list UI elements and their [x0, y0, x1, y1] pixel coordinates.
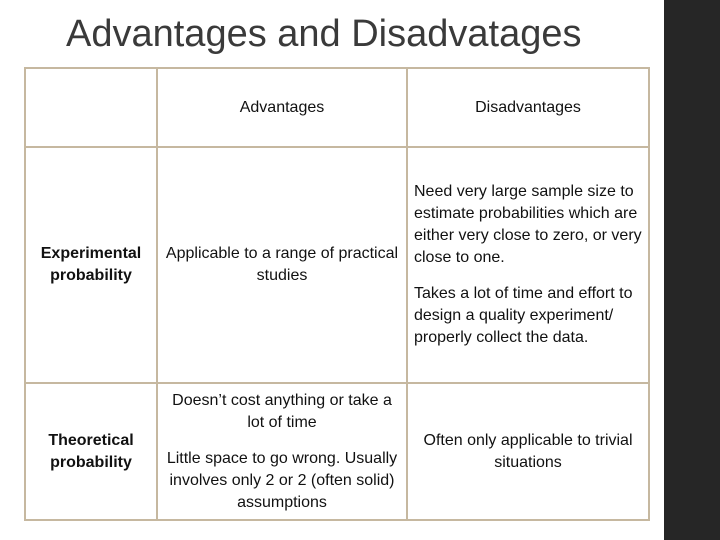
- header-disadvantages: Disadvantages: [407, 68, 649, 147]
- table-row-experimental: [25, 147, 649, 383]
- row-label-line: probability: [50, 267, 132, 284]
- disadvantage-text: Takes a lot of time and effort to design a quality experiment/ properly collect the data.: [414, 285, 633, 346]
- right-sidebar-band: [664, 0, 720, 540]
- advantage-text: Little space to go wrong. Usually involves only 2 or 2 (often solid) assumptions: [166, 449, 398, 511]
- row-label-line: Experimental: [40, 245, 142, 262]
- slide-title: Advantages and Disadvatages: [66, 13, 582, 55]
- header-advantages: Advantages: [157, 68, 407, 147]
- table-row-theoretical: [25, 383, 649, 520]
- header-empty-cell: [25, 68, 157, 147]
- header-row: [25, 68, 649, 147]
- advantage-text: Doesn’t cost anything or take a lot of time: [172, 391, 392, 431]
- row-label-line: Theoretical: [48, 431, 134, 449]
- experimental-disadvantages-cell: [407, 147, 649, 383]
- theoretical-advantages-cell: [157, 383, 407, 520]
- advantage-text: Applicable to a range of practical studies: [165, 245, 399, 284]
- disadvantage-text: Often only applicable to trivial situations: [423, 431, 633, 471]
- theoretical-disadvantages-cell: [407, 383, 649, 520]
- comparison-table: [24, 67, 650, 521]
- row-label-experimental: [25, 147, 157, 383]
- disadvantage-text: Need very large sample size to estimate probabilities which are either very close to zero, or very close to one.: [414, 183, 642, 266]
- experimental-advantages-cell: [157, 147, 407, 383]
- row-label-line: probability: [50, 453, 132, 471]
- row-label-theoretical: [25, 383, 157, 520]
